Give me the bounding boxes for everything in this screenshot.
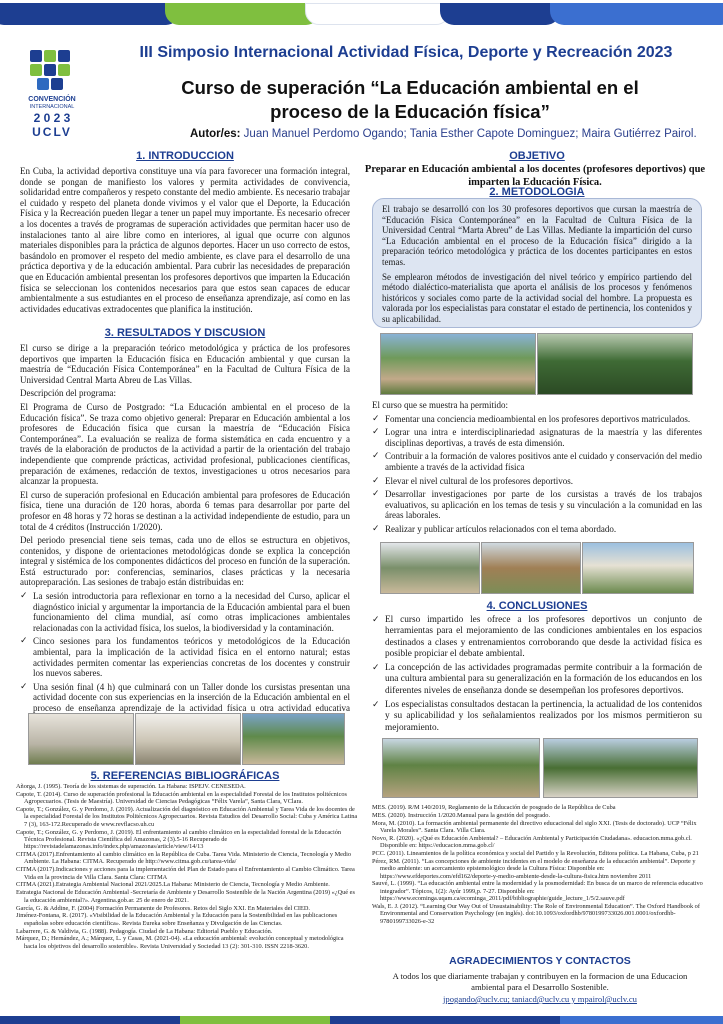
list-item: ✓ Lograr una intra e interdisciplinariedad asignaturas de la maestría y las diferentes disciplinas deportivas, a través de esta dimensión. [372,427,702,448]
logo-text-convention: CONVENCIÓN [28,96,76,103]
method-paragraph: Se emplearon métodos de investigación del nivel teórico y empírico partiendo del método dialéctico-materialista que aporta el análisis de los procesos y fenómenos históricos y sociales como parte de la actividad social del hombre. La propuesta es valorada por los especialistas para constatar el estado de pertinencia, los contenidos y su aplicabilidad. [382,271,692,324]
poster-title-line1: Curso de superación “La Educación ambiental en el [181,77,639,98]
results-paragraph: El Programa de Curso de Postgrado: “La Educación ambiental en el proceso de la Educación física”. Se traza como objetivo general: Preparar en Educación ambiental a los profesores de Educación física que cursan la maestría de “Educación Física Contemporánea”. La evaluación se realiza de forma sistemática en cada encuentro y a través de la elaboración de productos de la actividad a partir de la orientación del trabajo independiente que comprende prácticas, actividad profesional, publicaciones científicas, preparación de exámenes, redacción de textos, investigaciones u otros necesarios para alcanzar la propuesta. [20,401,350,487]
logo-year: 2 0 2 3 [33,111,71,125]
intro-text: En Cuba, la actividad deportiva constituye una vía para favorecer una formación integral, donde se pongan de manifiesto los valores y permita actividades de convivencia, solidaridad entre compañeros y respeto constante del medio ambiente. Es necesario trabajar el cuidado y respeto del planeta donde vivimos y el valor que el Deporte, la Educación Física y la Recreación pueden llegar a tener un papel muy importante. Es necesario ofrecer a los docentes a través de programas de superación actividades que permitan hacer uso de instalaciones tanto al aire libre como en interiores, al igual que ocurre con algunos materiales disponibles para la práctica de algunos deportes. Hacer un uso correcto de estos, basándolo en promover el respeto del medio ambiente, es clave para el desarrollo de una práctica deportiva y de la educación ambiental. Para cubrir las necesidades de preparación que en Educación ambiental presentan los profesores deportivos que imparten la Educación física se seleccionan los contenidos necesarios para que estos sean capaces de educar ambientalmente a sus estudiantes en el proceso de enseñanza aprendizaje, así como en las actividades educativas extradocentes que planifica la institución. [20,166,350,314]
event-title: III Simposio Internacional Actividad Física, Deporte y Recreación 2023 [139,44,673,61]
ack-heading: AGRADECIMIENTOS Y CONTACTOS [449,955,631,967]
conclusions-heading: 4. CONCLUSIONES [486,600,588,612]
logo-square [30,64,42,76]
reference-entry: Capote, T. (2014). Curso de superación profesional la Educación ambiental en la especialidad Forestal de los Institutos politécnicos Agropecuarios. (Tesis de Maestría). Universidad de Ciencias Pedagógicas “Félix Varela”, Santa Clara, VClara. [16,790,347,806]
top-bar-blue-segment [0,3,180,25]
reference-entry: Jiménez-Fontana, R. (2017). «Visibilidad de la Educación Ambiental y la Educación para la Sostenibilidad en las publicaciones españolas sobre educación científica». Revista Eureka sobre Enseñanza y Divulgación de las Ciencias. [16,912,338,927]
list-item: ✓ Fomentar una conciencia medioambiental en los profesores deportivos matriculados. [372,414,702,425]
authors-line [190,128,710,140]
activity-photo [481,542,581,594]
poster-title [150,76,670,124]
top-color-bar [0,3,723,25]
results-body [20,343,350,727]
reference-entry: PCC. (2011). Lineamientos de la política económica y social del Partido y la Revolución, Editora política. La Habana, Cuba, p 21 [372,850,699,858]
results-paragraph: El curso de superación profesional en Educación ambiental para profesores de Educación física, tiene una duración de 120 horas, aborda 6 temas para desarrollar por parte del profesor en 48 horas y 72 horas se destinan a la actividad independiente de estudio, para un total de 4 créditos (Instrucción 1/2020). [20,489,350,532]
objective-text: Preparar en Educación ambiental a los docentes (profesores deportivos) que imparten la Educación Física. [364,164,706,188]
logo-square [58,64,70,76]
logo-square [37,78,49,90]
activity-photo [380,542,480,594]
ack-text: A todos los que diariamente trabajan y contribuyen en la formacion de una Educacion ambiental para el Desarrollo Sostenible. [392,971,688,992]
list-item: ✓ Realizar y publicar artículos relacionados con el tema abordado. [372,524,702,535]
logo-square [58,50,70,62]
bottom-bar-lightblue-segment [560,1016,723,1024]
logo-square [51,78,63,90]
references-left [16,783,358,951]
logo-square [30,50,42,62]
reference-entry: MES. (2019). R/M 140/2019, Reglamento de la Educación de posgrado de la República de Cuba [372,804,616,811]
reference-entry: CITMA (2021).Estrategia Ambiental Nacional 2021/2025.La Habana: Ministerio de Ciencia, Tecnología y Medio Ambiente. [16,881,330,889]
reference-entry: Márquez, D.; Hernández, A.; Márquez, L. y Casas, M. (2021-04). «La educación ambiental: evolución conceptual y metodológica hacia los objetivos del desarrollo sostenible». Revista Universidad y Sociedad 13 (2): 301-310. ISSN 2218-3620. [16,935,344,950]
reference-entry: Mora, M. (2010). La formación ambiental permanente del directivo educacional del siglo XXI. (Tesis de doctorado). UCP “Félix Varela Morales”. Santa Clara. Villa Clara. [372,819,697,835]
allows-section [372,400,702,538]
intro-heading: 1. INTRODUCCION [136,150,234,162]
list-item: ✓ La concepción de las actividades programadas permite contribuir a la formación de una cultura ambiental para su generalización en la formación de los educandos en los diferentes niveles de enseñanza donde se desempeñan los profesores deportivos. [372,663,702,697]
allows-list [372,414,702,535]
logo-org: UCLV [32,125,72,139]
results-heading: 3. RESULTADOS Y DISCUSION [104,327,266,339]
contact-emails[interactable]: jpogando@uclv.cu; taniacd@uclv.cu y mpairol@uclv.cu [443,994,637,1004]
list-item: ✓ La sesión introductoria para reflexionar en torno a la necesidad del Curso, aplicar el diagnóstico inicial y argumentar la importancia de la Educación ambiental para el buen funcionamiento del clima mundial, así como otras implicaciones ambientales relacionadas con la actividad física, los suelos, la biodiversidad y la contaminación. [20,591,350,633]
reference-entry: Estrategia Nacional de Educación Ambiental -Secretaría de Ambiente y Desarrollo Sostenible de la Nación Argentina (2019) «¿Qué es la educación ambiental?». Argentina.gob.ar. 25 de enero de 2021. [16,889,355,904]
list-item: ✓ El curso impartido les ofrece a los profesores deportivos un conjunto de herramientas para el mejoramiento de las condiciones ambientales en los espacios destinados a clases y entrenamientos corroborando que desde la actividad física es posible propiciar el debate ambiental. [372,615,702,660]
activity-photo [28,713,134,765]
objective-heading: OBJETIVO [509,150,565,162]
top-bar-lightblue-segment [550,3,723,25]
landscape-photo [382,738,540,798]
results-paragraph: El curso se dirige a la preparación teórico metodológica y práctica de los profesores deportivos que imparten la Educación física en Educación ambiental y que cursan la maestría de “Educación Física Contemporánea” en la Facultad de Cultura Física de la Universidad Central Marta Abreu de Las Villas. [20,343,350,385]
landscape-photo [537,333,693,395]
method-heading: 2. METODOLOGIA [489,186,585,198]
reference-entry: MES. (2020). Instrucción 1/2020.Manual para la gestión del posgrado. [372,811,551,819]
results-paragraph: Del periodo presencial tiene seis temas, cada uno de ellos se estructura en objetivos, contenidos, y dispone de orientaciones metodológicas donde se explica la concepción integral y sistémica de los componentes didácticos del proceso en función de la superación. Está estructurado por: conferencias, seminarios, clases prácticas y la necesaria autopreparación. Las sesiones de trabajo están distribuidas en: [20,535,350,588]
bottom-bar-blue-segment [0,1016,180,1024]
reference-entry: Sauvé, L. (1999). “La educación ambiental entre la modernidad y la posmodernidad: En busca de un marco de referencia educativo integrador”. Tópicos, 1(2): Ayúr 1999,p. 7-27. Disponible en: https://www.ecominga.uqam.ca/ecominga_2011/pdf/bibliographie/guide_lecture_1/5/2.sauve.pdf [372,880,703,903]
reference-entry: Capote, T.; González, G. y Perdomo, J. (2019). Actualización del diagnóstico en Educación Ambiental y Tarea Vida de los docentes de la especialidad Forestal de los Institutos Politécnicos Agropecuarios. Revista Estudios del Desarrollo Social: Cuba y América Latina 7 (3), 163-172.Recuperado de www.revflacso.uh.cu [16,806,358,828]
reference-entry: Novo, R. (2020). «¿Qué es Educación Ambiental? – Educación Ambiental y Participación Ciudadana». educacion.mma.gob.cl. Disponible en: https://educacion.mma.gob.cl/ [372,834,692,850]
allows-intro: El curso que se muestra ha permitido: [372,400,508,410]
landscape-photo [543,738,698,798]
activity-photo [135,713,241,765]
list-item: ✓ Contribuir a la formación de valores positivos ante el cuidado y conservación del medio ambiente a través de la actividad física [372,451,702,472]
top-bar-blue-segment [440,3,560,25]
results-paragraph: Descripción del programa: [20,388,116,399]
top-bar-white-segment [305,3,450,25]
logo-square [44,50,56,62]
method-box [372,198,702,328]
list-item: ✓ Desarrollar investigaciones por parte de los cursistas a través de los trabajos evaluativos, su aplicación en los temas de tesis y su vinculación a la comunidad en las áreas laborales. [372,489,702,521]
logo-square [44,64,56,76]
list-item: ✓ Los especialistas consultados destacan la pertinencia, la actualidad de los contenidos y su aplicabilidad y los señalamientos realizados por los mismos permitieron su mejoramiento. [372,700,702,734]
reference-entry: Pérez, RM. (2011). “Las concepciones de ambiente incidentes en el modelo de enseñanza de la educación ambiental”. Deporte y medio ambiente: un acercamiento epistemológico desde la Cultura Física: Disponible en: https://www.efdeportes.com/efd162/deporte-y-medio-ambiente-desde-la-cultura-fisica.htm noviembre 2011 [372,857,696,880]
authors-names: Juan Manuel Perdomo Ogando; Tania Esther Capote Dominguez; Maira Gutiérrez Pairol. [240,128,697,140]
activity-photo [582,542,694,594]
conclusions-list [372,615,702,734]
reference-entry: García, G. & Addine, F. (2004) Formación Permanente de Profesores. Retos del Siglo XXI. En Materiales del CIED. [16,904,310,912]
logo-text-international: INTERNACIONAL [29,104,75,110]
bottom-color-bar [0,1016,723,1024]
reference-entry: Labarrere, G. & Valdivia, G. (1988). Pedagogía. Ciudad de La Habana: Editorial Pueblo y Educación. [16,927,273,935]
convention-logo [22,46,82,141]
reference-entry: CITMA (2017).Enfrentamiento al cambio climático en la República de Cuba. Tarea Vida. Ministerio de Ciencia, Tecnología y Medio Ambiente. La Habana: CITMA. Recuperado de http://www.citma.gob.cu/tarea-vida/ [16,851,352,866]
conclusions-section [372,615,702,737]
bottom-bar-blue-segment [330,1016,560,1024]
references-right [372,804,710,926]
group-photo [380,333,536,395]
reference-entry: Añorga, J. (1995). Teoría de los sistemas de superación. La Habana: ISPEJV. CENESEDA. [16,783,246,790]
method-paragraph: El trabajo se desarrolló con los 30 profesores deportivos que cursan la maestría de “Educación Física Contemporánea” en la Facultad de Cultura Física de la Universidad Central “Marta Abreu” de Las Villas. Mediante la impartición del curso “La Educación ambiental en el proceso de la Educación física” dirigido a la preparación teórico metodológica y práctica de los docentes participantes en estos temas. [382,204,692,267]
list-item: ✓ Cinco sesiones para los fundamentos teóricos y metodológicos de la Educación ambiental, para la implicación de la actividad física en el entorno natural; estas actividades permiten comentar las experiencias concretas de los docentes y construir los nuevos saberes. [20,636,350,678]
bottom-bar-green-segment [180,1016,330,1024]
references-heading: 5. REFERENCIAS BIBLIOGRÁFICAS [90,770,280,782]
authors-label: Autor/es: [190,128,241,140]
poster-title-line2: proceso de la Educación física” [270,101,550,122]
top-bar-green-segment [165,3,320,25]
reference-entry: Capote, T.; González, G. y Perdomo, J. (2019). El enfrentamiento al cambio climático en la especialidad forestal de la Educación Técnica Profesional. Revista Científica del Amazonas, 2 (3).5-16 Recuperado de https://revistadelamazonas.info/index.php/amazonas/article/view/14/13 [16,828,341,851]
list-item: ✓ Una sesión final (4 h) que culminará con un Taller donde los cursistas presentan una actividad docente con sus experiencias en la inserción de la Educación ambiental en el proceso de enseñanza aprendizaje de la actividad física u otra actividad educativa [20,682,350,724]
list-item: ✓ Elevar el nivel cultural de los profesores deportivos. [372,476,702,487]
reference-entry: Wals, E. J. (2012). “Learning Our Way Out of Unsustainability: The Role of Environmental Education”. The Oxford Handbook of Environmental and Conservation Psychology (en inglés). doi:10.1093/oxfordhb/9780199733026.001.0001/oxfordhb-9780199733026-e-32 [372,902,700,925]
reference-entry: CITMA (2017).Indicaciones y acciones para la implementación del Plan de Estado para el Enfrentamiento al Cambio Climático. Tarea Vida en la provincia de Villa Clara. Santa Clara: CITMA [16,866,355,881]
activity-photo [242,713,345,765]
sessions-list [20,591,350,724]
